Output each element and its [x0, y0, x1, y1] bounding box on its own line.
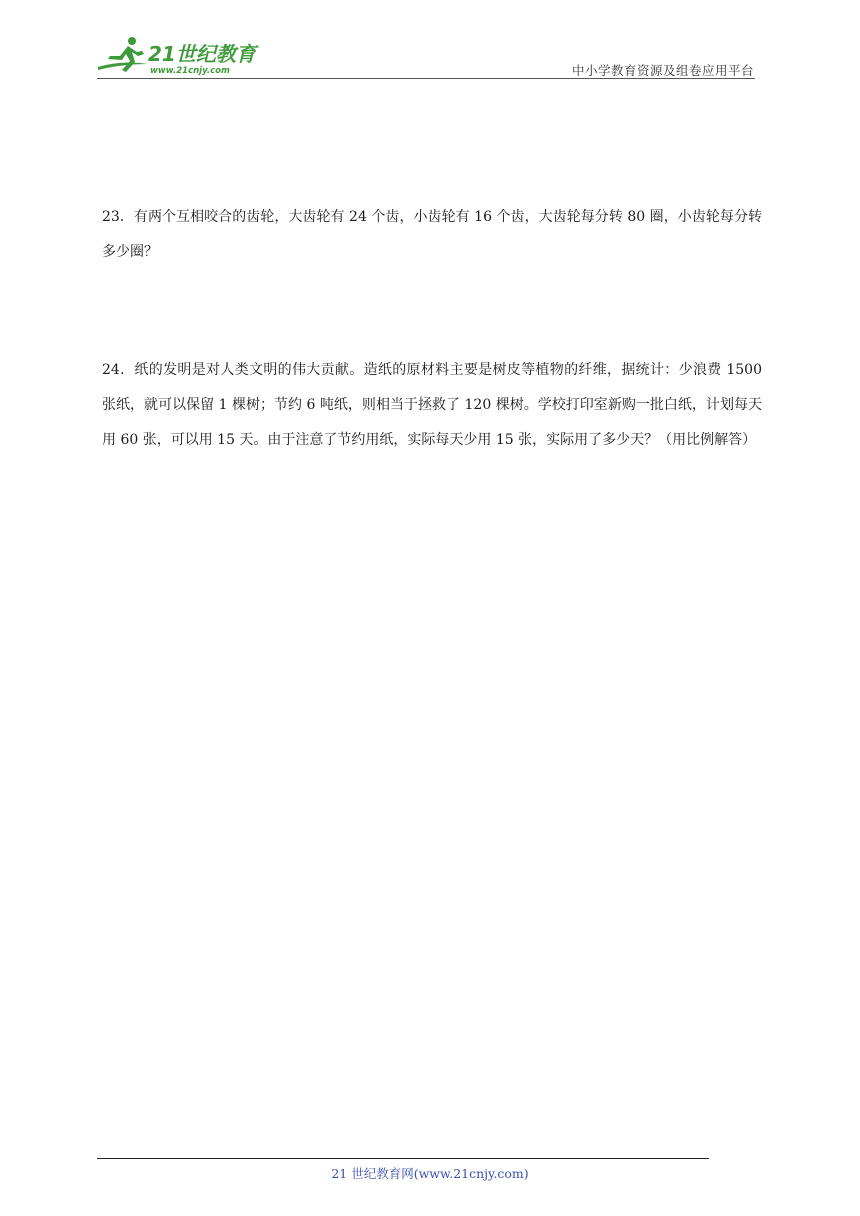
logo-url-text: www.21cnjy.com	[150, 66, 230, 76]
question-23: 23．有两个互相咬合的齿轮，大齿轮有 24 个齿，小齿轮有 16 个齿，大齿轮每分转 80 圈，小齿轮每分转多少圈？	[102, 209, 762, 260]
logo-text: 21世纪教育	[148, 42, 256, 66]
footer-source[interactable]: 21 世纪教育网(www.21cnjy.com)	[331, 1166, 529, 1181]
header-divider	[97, 78, 755, 79]
footer-divider	[97, 1158, 709, 1159]
site-logo	[92, 34, 262, 78]
platform-label: 中小学教育资源及组卷应用平台	[571, 63, 754, 78]
question-24: 24．纸的发明是对人类文明的伟大贡献。造纸的原材料主要是树皮等植物的纤维，据统计：少浪费 1500 张纸，就可以保留 1 棵树；节约 6 吨纸，则相当于拯救了 120 棵树。学校打印室新购一批白纸，计划每天用 60 张，可以用 15 天。由于注意了节约用纸，实际每天少用 15 张，实际用了多少天？（用比例解答）	[102, 362, 762, 448]
runner-icon	[98, 37, 148, 72]
